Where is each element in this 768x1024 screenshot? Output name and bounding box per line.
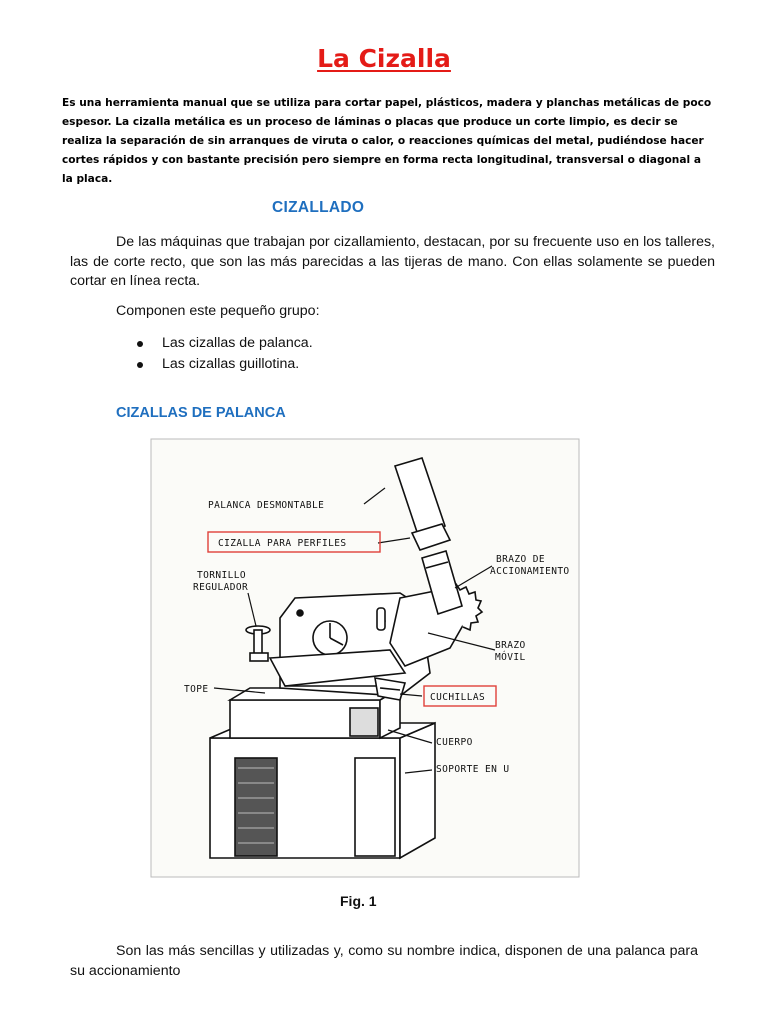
- section-paragraph: De las máquinas que trabajan por cizallamiento, destacan, por su frecuente uso en los talleres, las de corte recto, que son las más parecidas a las tijeras de mano. Con ellas solamente se pueden cortar en línea recta.: [70, 234, 715, 289]
- label-cuchillas: CUCHILLAS: [430, 692, 486, 703]
- closing-paragraph: Son las más sencillas y utilizadas y, como su nombre indica, disponen de una palanca para su accionamiento: [70, 943, 698, 979]
- label-cuerpo: CUERPO: [436, 737, 473, 748]
- label-brazo: BRAZO: [495, 640, 526, 651]
- label-tope: TOPE: [184, 684, 209, 695]
- list-item: Las cizallas de palanca.: [128, 333, 313, 354]
- label-movil: MÓVIL: [495, 652, 526, 663]
- label-brazo-de: BRAZO DE: [496, 554, 545, 565]
- shear-diagram: [150, 438, 580, 878]
- section-heading-cizallado: CIZALLADO: [272, 199, 365, 216]
- intro-paragraph: Es una herramienta manual que se utiliza para cortar papel, plásticos, madera y planchas metálicas de poco espesor. La cizalla metálica es un proceso de láminas o placas que produce un corte limpio, es decir se realiza la separación de sin arranques de viruta o calor, o reacciones químicas del metal, pudiéndose hacer cortes rápidos y con bastante precisión pero siempre en forma recta longitudinal, transversal o diagonal a la placa.: [62, 97, 712, 185]
- support-stand: [210, 723, 435, 858]
- section-heading-palanca: CIZALLAS DE PALANCA: [116, 405, 286, 421]
- label-soporte: SOPORTE EN U: [436, 764, 510, 775]
- group-intro: Componen este pequeño grupo:: [116, 303, 320, 319]
- list-item: Las cizallas guillotina.: [128, 354, 313, 375]
- label-cizalla-perfiles: CIZALLA PARA PERFILES: [218, 538, 347, 549]
- label-tornillo: TORNILLO: [197, 570, 246, 581]
- bullet-list: [128, 333, 313, 375]
- shear-body: [230, 688, 400, 738]
- figure-caption: Fig. 1: [340, 893, 377, 909]
- label-palanca: PALANCA DESMONTABLE: [208, 500, 325, 511]
- page-title: La Cizalla: [317, 44, 451, 73]
- label-accionamiento: ACCIONAMIENTO: [490, 566, 570, 577]
- label-regulador: REGULADOR: [193, 582, 249, 593]
